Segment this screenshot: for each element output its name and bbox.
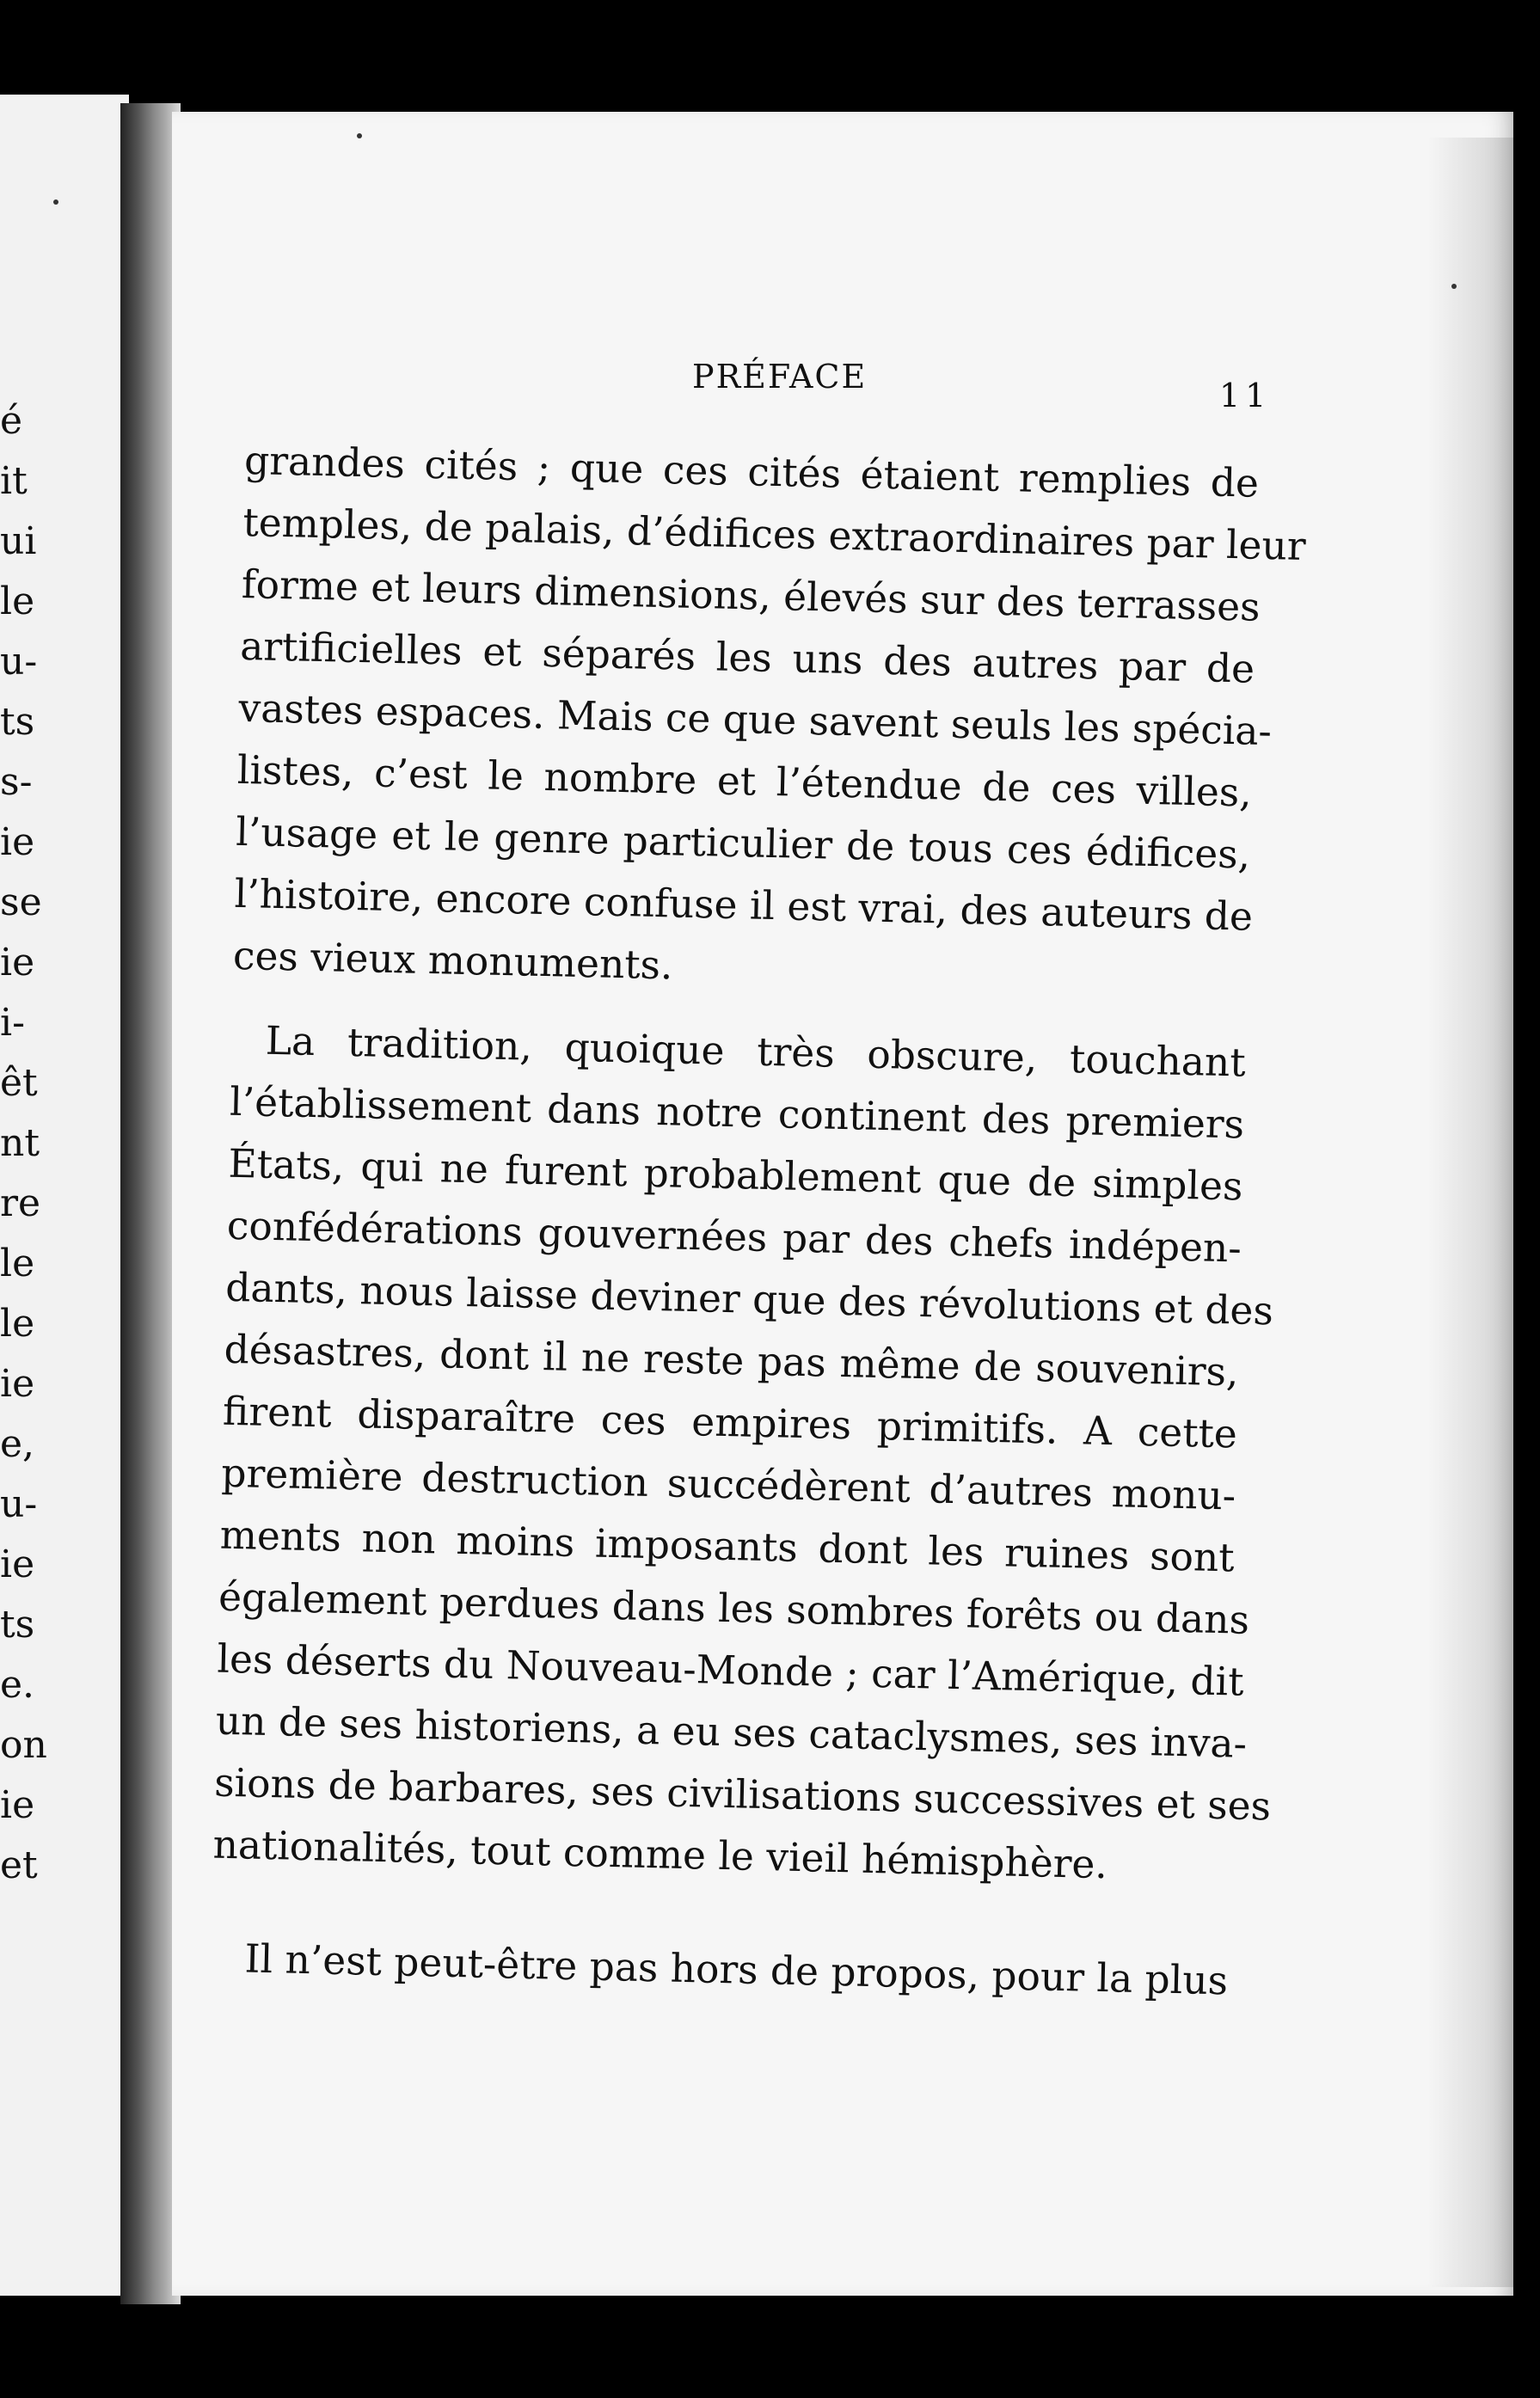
text-line: temples, de palais, d’édifices extraordinaires par leur — [242, 499, 1307, 570]
text-line: les déserts du Nouveau-Monde ; car l’Amérique, dit — [216, 1635, 1245, 1705]
left-fragment: u- — [0, 1482, 38, 1526]
text-line: l’histoire, encore confuse il est vrai, des auteurs de — [234, 870, 1254, 940]
left-fragment: on — [0, 1723, 47, 1767]
text-line: première destruction succédèrent d’autres monu- — [220, 1450, 1236, 1519]
left-fragment: ie — [0, 1783, 35, 1827]
paper-speck — [53, 199, 58, 205]
text-line: l’usage et le genre particulier de tous ces édifices, — [235, 808, 1251, 878]
text-line: ments non moins imposants dont les ruines sont — [219, 1512, 1236, 1581]
text-line: artificielles et séparés les uns des autres par de — [239, 622, 1255, 692]
text-line: désastres, dont il ne reste pas même de souvenirs, — [224, 1326, 1240, 1395]
text-line: nationalités, tout comme le vieil hémisphère. — [212, 1821, 1108, 1888]
left-fragment: le — [0, 1242, 35, 1285]
paper-speck — [1451, 284, 1457, 289]
left-fragment: s- — [0, 760, 33, 804]
left-fragment: ts — [0, 1603, 35, 1647]
left-fragment: e. — [0, 1663, 35, 1707]
left-fragment: ts — [0, 700, 35, 744]
left-page-fragment — [0, 95, 129, 2296]
page-edge-shadow — [1427, 138, 1513, 2287]
left-fragment: u- — [0, 640, 38, 684]
text-line: un de ses historiens, a eu ses cataclysmes, ses inva- — [215, 1697, 1248, 1767]
left-fragment: it — [0, 459, 28, 503]
text-line: firent disparaître ces empires primitifs. A cette — [222, 1388, 1238, 1457]
left-fragment: et — [0, 1843, 38, 1887]
paragraph — [212, 1009, 1274, 1899]
text-line: listes, c’est le nombre et l’étendue de ces villes, — [236, 746, 1253, 816]
text-line: forme et leurs dimensions, élevés sur des terrasses — [241, 561, 1261, 630]
text-line: également perdues dans les sombres forêts ou dans — [218, 1573, 1250, 1643]
text-line: La tradition, quoique très obscure, touchant — [265, 1017, 1247, 1086]
left-fragment: i- — [0, 1001, 25, 1045]
left-fragment: ui — [0, 519, 37, 563]
left-fragment: ie — [0, 941, 35, 984]
left-fragment: ie — [0, 820, 35, 864]
text-line: sions de barbares, ses civilisations successives et ses — [213, 1759, 1272, 1830]
running-header — [172, 351, 1513, 414]
paragraph — [232, 430, 1307, 1010]
text-line: vastes espaces. Mais ce que savent seuls les spécia- — [238, 684, 1273, 755]
left-fragment: nt — [0, 1121, 40, 1165]
left-fragment: êt — [0, 1061, 38, 1105]
running-title: PRÉFACE — [692, 358, 868, 396]
text-line: ces vieux monuments. — [232, 932, 674, 989]
text-line: dants, nous laisse deviner que des révolutions et des — [224, 1264, 1274, 1334]
left-fragment: ie — [0, 1542, 35, 1586]
left-fragment: re — [0, 1181, 41, 1225]
text-line: grandes cités ; que ces cités étaient remplies de — [243, 437, 1260, 506]
text-line: Il n’est peut-être pas hors de propos, pour la plus — [244, 1935, 1229, 2004]
text-line: États, qui ne furent probablement que de simples — [228, 1140, 1243, 1210]
text-line: l’établissement dans notre continent des premiers — [229, 1078, 1245, 1148]
page-number: 11 — [1219, 377, 1272, 414]
left-fragment: e, — [0, 1422, 35, 1466]
left-fragment: le — [0, 580, 35, 623]
text-line: confédérations gouvernées par des chefs indépen- — [226, 1202, 1242, 1272]
page-body — [210, 430, 1307, 2012]
left-fragment: se — [0, 880, 42, 924]
left-fragment: ie — [0, 1362, 35, 1406]
left-fragment: é — [0, 399, 23, 443]
paper-speck — [357, 133, 362, 138]
left-fragment: le — [0, 1302, 35, 1346]
